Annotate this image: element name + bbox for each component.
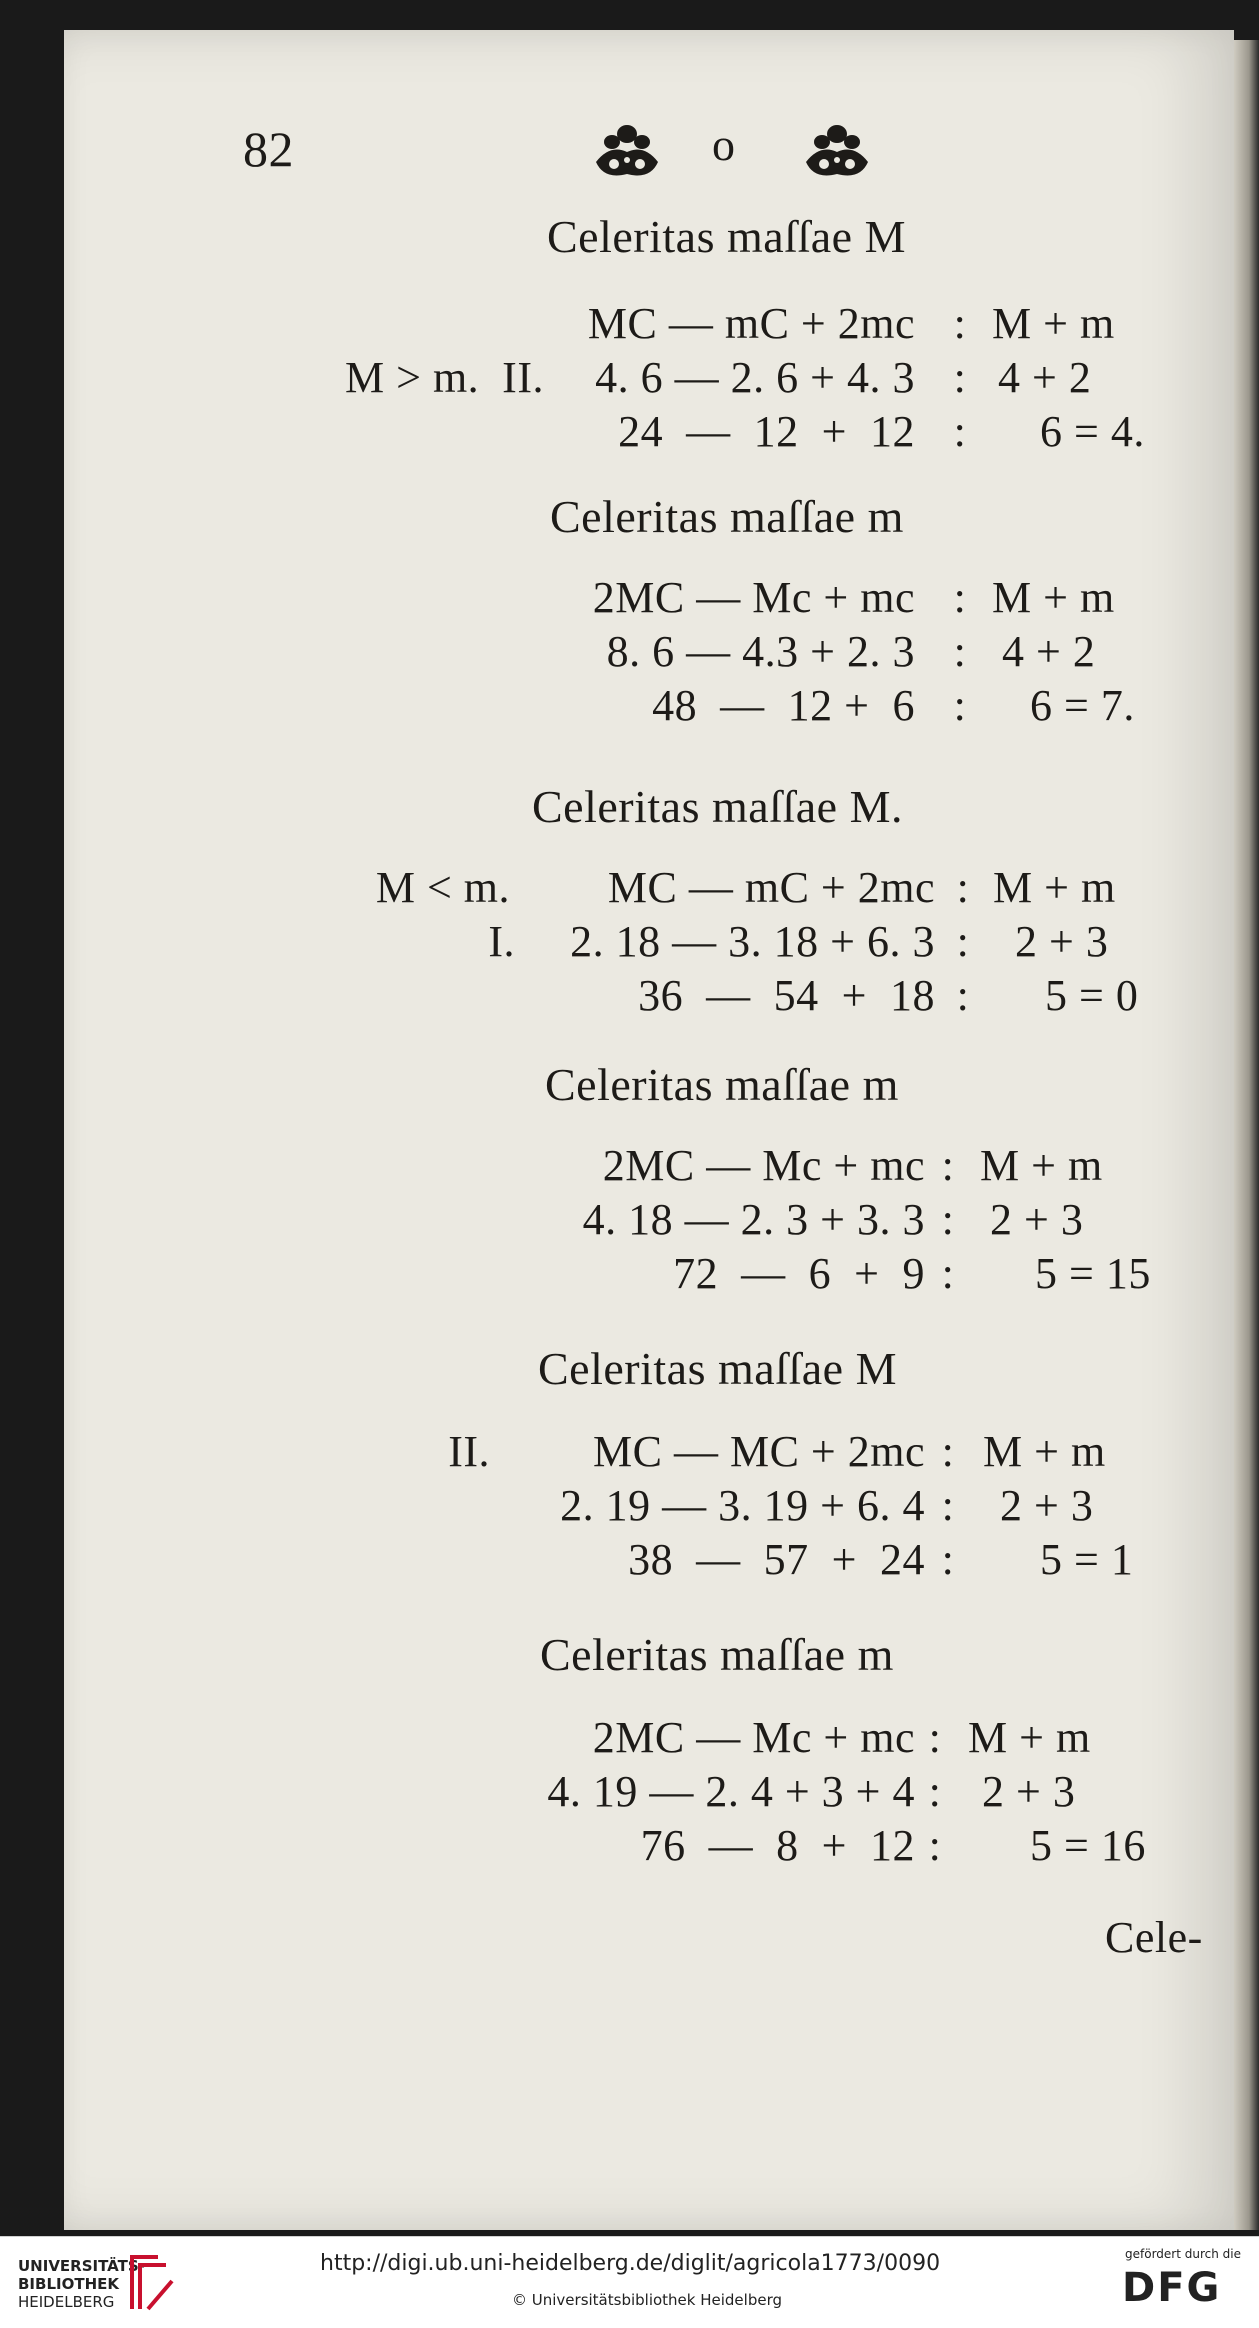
row-result: M + m	[968, 1713, 1091, 1762]
row-expression: 38 — 57 + 24	[628, 1535, 925, 1584]
row-result: M + m	[983, 1427, 1106, 1476]
permalink-url[interactable]: http://digi.ub.uni-heidelberg.de/diglit/agricola1773/0090	[320, 2251, 941, 2276]
row-result: 4 + 2	[998, 353, 1092, 402]
row-colon: :	[941, 1427, 955, 1476]
row-left-label: II.	[448, 1427, 490, 1476]
row-result: 2 + 3	[982, 1767, 1076, 1816]
library-line-3: HEIDELBERG	[18, 2293, 115, 2311]
row-colon: :	[953, 407, 967, 456]
row-expression: 36 — 54 + 18	[638, 971, 935, 1020]
row-left-label: I.	[488, 917, 515, 966]
row-expression: 24 — 12 + 12	[618, 407, 915, 456]
block-heading: Celeritas maſſae M	[547, 211, 906, 262]
row-colon: :	[956, 917, 970, 966]
row-result: 5 = 1	[1040, 1535, 1134, 1584]
row-result: 5 = 15	[1035, 1249, 1151, 1298]
page-number: 82	[243, 121, 294, 177]
library-line-1: UNIVERSITÄTS-	[18, 2257, 145, 2275]
library-line-2: BIBLIOTHEK	[18, 2275, 119, 2293]
ornament-center: o	[712, 119, 736, 170]
row-expression: 72 — 6 + 9	[673, 1249, 925, 1298]
row-colon: :	[941, 1481, 955, 1530]
row-expression: 2MC — Mc + mc	[592, 1713, 915, 1762]
row-result: 2 + 3	[990, 1195, 1084, 1244]
block-heading: Celeritas maſſae M	[538, 1343, 897, 1394]
library-name	[18, 2257, 145, 2311]
block-heading: Celeritas maſſae m	[545, 1059, 899, 1110]
fleuron-right-icon	[800, 122, 874, 184]
row-result: 6 = 7.	[1030, 681, 1135, 730]
row-colon: :	[941, 1249, 955, 1298]
row-expression: MC — MC + 2mc	[592, 1427, 925, 1476]
row-result: 2 + 3	[1000, 1481, 1094, 1530]
block-heading: Celeritas maſſae m	[550, 491, 904, 542]
row-expression: MC — mC + 2mc	[607, 863, 935, 912]
row-left-label: M < m.	[375, 863, 510, 912]
row-expression: 4. 18 — 2. 3 + 3. 3	[582, 1195, 925, 1244]
row-colon: :	[953, 299, 967, 348]
row-colon: :	[928, 1767, 942, 1816]
row-colon: :	[941, 1195, 955, 1244]
row-result: M + m	[993, 863, 1116, 912]
row-colon: :	[953, 681, 967, 730]
block-heading: Celeritas maſſae m	[540, 1629, 894, 1680]
page-edge	[1234, 40, 1259, 2230]
row-colon: :	[941, 1535, 955, 1584]
row-colon: :	[956, 971, 970, 1020]
row-expression: 8. 6 — 4.3 + 2. 3	[606, 627, 915, 676]
fleuron-left-icon	[590, 122, 664, 184]
row-colon: :	[928, 1821, 942, 1870]
row-colon: :	[941, 1141, 955, 1190]
copyright-text: © Universitätsbibliothek Heidelberg	[512, 2291, 783, 2309]
row-result: 6 = 4.	[1040, 407, 1145, 456]
catchword: Cele-	[1105, 1913, 1203, 1962]
row-result: M + m	[992, 573, 1115, 622]
row-expression: 4. 6 — 2. 6 + 4. 3	[595, 353, 915, 402]
row-expression: 2. 19 — 3. 19 + 6. 4	[560, 1481, 925, 1530]
row-expression: 2MC — Mc + mc	[592, 573, 915, 622]
row-result: 4 + 2	[1002, 627, 1096, 676]
row-expression: 4. 19 — 2. 4 + 3 + 4	[547, 1767, 915, 1816]
row-result: M + m	[980, 1141, 1103, 1190]
dfg-logo: DFG	[1122, 2265, 1222, 2311]
block-heading: Celeritas maſſae M.	[532, 781, 903, 832]
row-expression: 76 — 8 + 12	[640, 1821, 915, 1870]
row-result: M + m	[992, 299, 1115, 348]
row-colon: :	[956, 863, 970, 912]
row-left-label: M > m. II.	[345, 353, 544, 402]
row-colon: :	[953, 573, 967, 622]
row-expression: 48 — 12 + 6	[652, 681, 915, 730]
row-colon: :	[928, 1713, 942, 1762]
footer-bar	[0, 2236, 1259, 2328]
row-result: 5 = 0	[1045, 971, 1139, 1020]
ub-logo-icon	[128, 2251, 176, 2313]
row-result: 2 + 3	[1015, 917, 1109, 966]
row-colon: :	[953, 353, 967, 402]
row-expression: MC — mC + 2mc	[587, 299, 915, 348]
row-expression: 2. 18 — 3. 18 + 6. 3	[570, 917, 935, 966]
row-result: 5 = 16	[1030, 1821, 1146, 1870]
row-expression: 2MC — Mc + mc	[602, 1141, 925, 1190]
funded-by-text: gefördert durch die	[1125, 2247, 1241, 2261]
row-colon: :	[953, 627, 967, 676]
